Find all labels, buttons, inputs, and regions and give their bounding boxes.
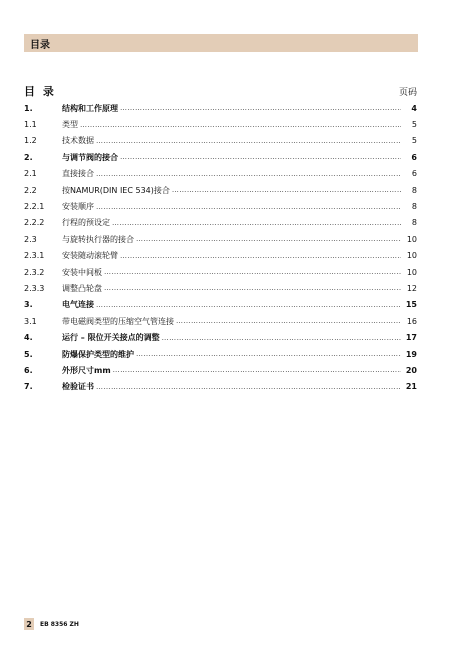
toc-heading: 目 录 xyxy=(24,85,56,98)
toc-page-heading: 页码 xyxy=(398,88,417,98)
toc-entry-page: 8 xyxy=(411,218,417,228)
toc-leader-dots xyxy=(162,334,401,342)
toc-leader-dots xyxy=(112,219,401,227)
toc-entry-title: 运行 – 限位开关接点的调整 xyxy=(62,333,160,343)
toc-entry-title: 与旋转执行器的接合 xyxy=(62,234,134,244)
toc-entry-title: 检验证书 xyxy=(62,382,94,392)
toc-leader-dots xyxy=(113,366,401,374)
header-title: 目录 xyxy=(30,40,50,51)
toc-entry-number: 3. xyxy=(24,300,33,310)
toc-entry[interactable] xyxy=(24,379,417,395)
toc-entry-title: 安装中间板 xyxy=(62,267,102,277)
toc-entry-number: 1.1 xyxy=(24,120,37,130)
toc-entry-number: 4. xyxy=(24,333,33,343)
toc-entry[interactable] xyxy=(24,329,417,345)
toc-leader-dots xyxy=(136,235,401,243)
toc-entry-title: 直接接合 xyxy=(62,169,94,179)
toc-entry[interactable] xyxy=(24,313,417,329)
toc-entry-title: 行程的预设定 xyxy=(62,218,110,228)
toc-leader-dots xyxy=(120,153,401,161)
toc-entry-number: 2.2.1 xyxy=(24,202,45,212)
toc-entry-page: 17 xyxy=(405,333,417,343)
toc-entry-number: 5. xyxy=(24,349,33,359)
toc-leader-dots xyxy=(96,301,401,309)
toc-entry-page: 20 xyxy=(405,365,417,375)
toc-leader-dots xyxy=(96,203,401,211)
toc-leader-dots xyxy=(96,383,401,391)
toc-entry-page: 15 xyxy=(405,300,417,310)
toc-entry-number: 2.2 xyxy=(24,185,37,195)
toc-leader-dots xyxy=(96,170,401,178)
toc-entry-title: 防爆保护类型的维护 xyxy=(62,349,134,359)
toc-entry-title: 外形尺寸mm xyxy=(62,365,111,375)
toc-entry-page: 6 xyxy=(411,169,417,179)
toc-entry[interactable] xyxy=(24,182,417,198)
toc-entry-title: 调整凸轮盘 xyxy=(62,283,102,293)
toc-entry[interactable] xyxy=(24,264,417,280)
toc-entry[interactable] xyxy=(24,280,417,296)
toc-entry-number: 2.3 xyxy=(24,234,37,244)
toc-entry-page: 12 xyxy=(406,283,417,293)
toc-entry-number: 6. xyxy=(24,365,33,375)
toc-entry-number: 7. xyxy=(24,382,33,392)
toc-entry-number: 3.1 xyxy=(24,316,37,326)
toc-entry-page: 4 xyxy=(411,103,417,113)
toc-leader-dots xyxy=(104,284,401,292)
toc-leader-dots xyxy=(104,268,401,276)
toc-leader-dots xyxy=(120,252,401,260)
toc-entry[interactable] xyxy=(24,362,417,378)
toc-entry-title: 电气连接 xyxy=(62,300,94,310)
toc-entry-page: 10 xyxy=(406,234,417,244)
toc-entry-page: 5 xyxy=(411,120,417,130)
toc-entry[interactable] xyxy=(24,116,417,132)
toc-entry-title: 类型 xyxy=(62,120,78,130)
toc-entry-page: 19 xyxy=(405,349,417,359)
toc-leader-dots xyxy=(80,121,401,129)
toc-entry-page: 10 xyxy=(406,267,417,277)
toc-entry-number: 2. xyxy=(24,152,33,162)
toc-entry[interactable] xyxy=(24,215,417,231)
toc-entry-page: 16 xyxy=(406,316,417,326)
doc-code: EB 8356 ZH xyxy=(40,620,79,628)
toc-entry[interactable] xyxy=(24,100,417,116)
toc-entry-number: 2.1 xyxy=(24,169,37,179)
toc-entry[interactable] xyxy=(24,133,417,149)
footer xyxy=(24,618,79,630)
toc-leader-dots xyxy=(172,186,401,194)
toc-entry-number: 1. xyxy=(24,103,33,113)
toc-entry[interactable] xyxy=(24,346,417,362)
toc-leader-dots xyxy=(176,317,401,325)
toc-leader-dots xyxy=(96,137,401,145)
header-bar xyxy=(24,34,418,52)
toc-entry-number: 2.2.2 xyxy=(24,218,45,228)
toc-entry-number: 1.2 xyxy=(24,136,37,146)
table-of-contents xyxy=(24,100,417,395)
toc-entry-title: 安装顺序 xyxy=(62,202,94,212)
toc-entry-page: 8 xyxy=(411,202,417,212)
toc-entry-title: 安装随动滚轮臂 xyxy=(62,251,118,261)
toc-entry-number: 2.3.1 xyxy=(24,251,45,261)
toc-entry[interactable] xyxy=(24,297,417,313)
toc-entry-title: 与调节阀的接合 xyxy=(62,152,118,162)
toc-entry-number: 2.3.3 xyxy=(24,283,45,293)
toc-entry-page: 10 xyxy=(406,251,417,261)
toc-entry[interactable] xyxy=(24,166,417,182)
toc-entry-title: 带电磁阀类型的压缩空气管连接 xyxy=(62,316,174,326)
toc-entry-page: 6 xyxy=(411,152,417,162)
toc-entry-title: 结构和工作原理 xyxy=(62,103,118,113)
toc-entry-page: 21 xyxy=(405,382,417,392)
toc-leader-dots xyxy=(136,350,401,358)
toc-entry-title: 技术数据 xyxy=(62,136,94,146)
toc-entry[interactable] xyxy=(24,248,417,264)
page-number: 2 xyxy=(24,618,34,630)
toc-entry[interactable] xyxy=(24,149,417,165)
toc-entry[interactable] xyxy=(24,198,417,214)
toc-entry-page: 5 xyxy=(411,136,417,146)
toc-leader-dots xyxy=(120,104,401,112)
toc-entry-page: 8 xyxy=(411,185,417,195)
toc-entry[interactable] xyxy=(24,231,417,247)
toc-entry-number: 2.3.2 xyxy=(24,267,45,277)
toc-entry-title: 按NAMUR(DIN IEC 534)接合 xyxy=(62,185,170,195)
